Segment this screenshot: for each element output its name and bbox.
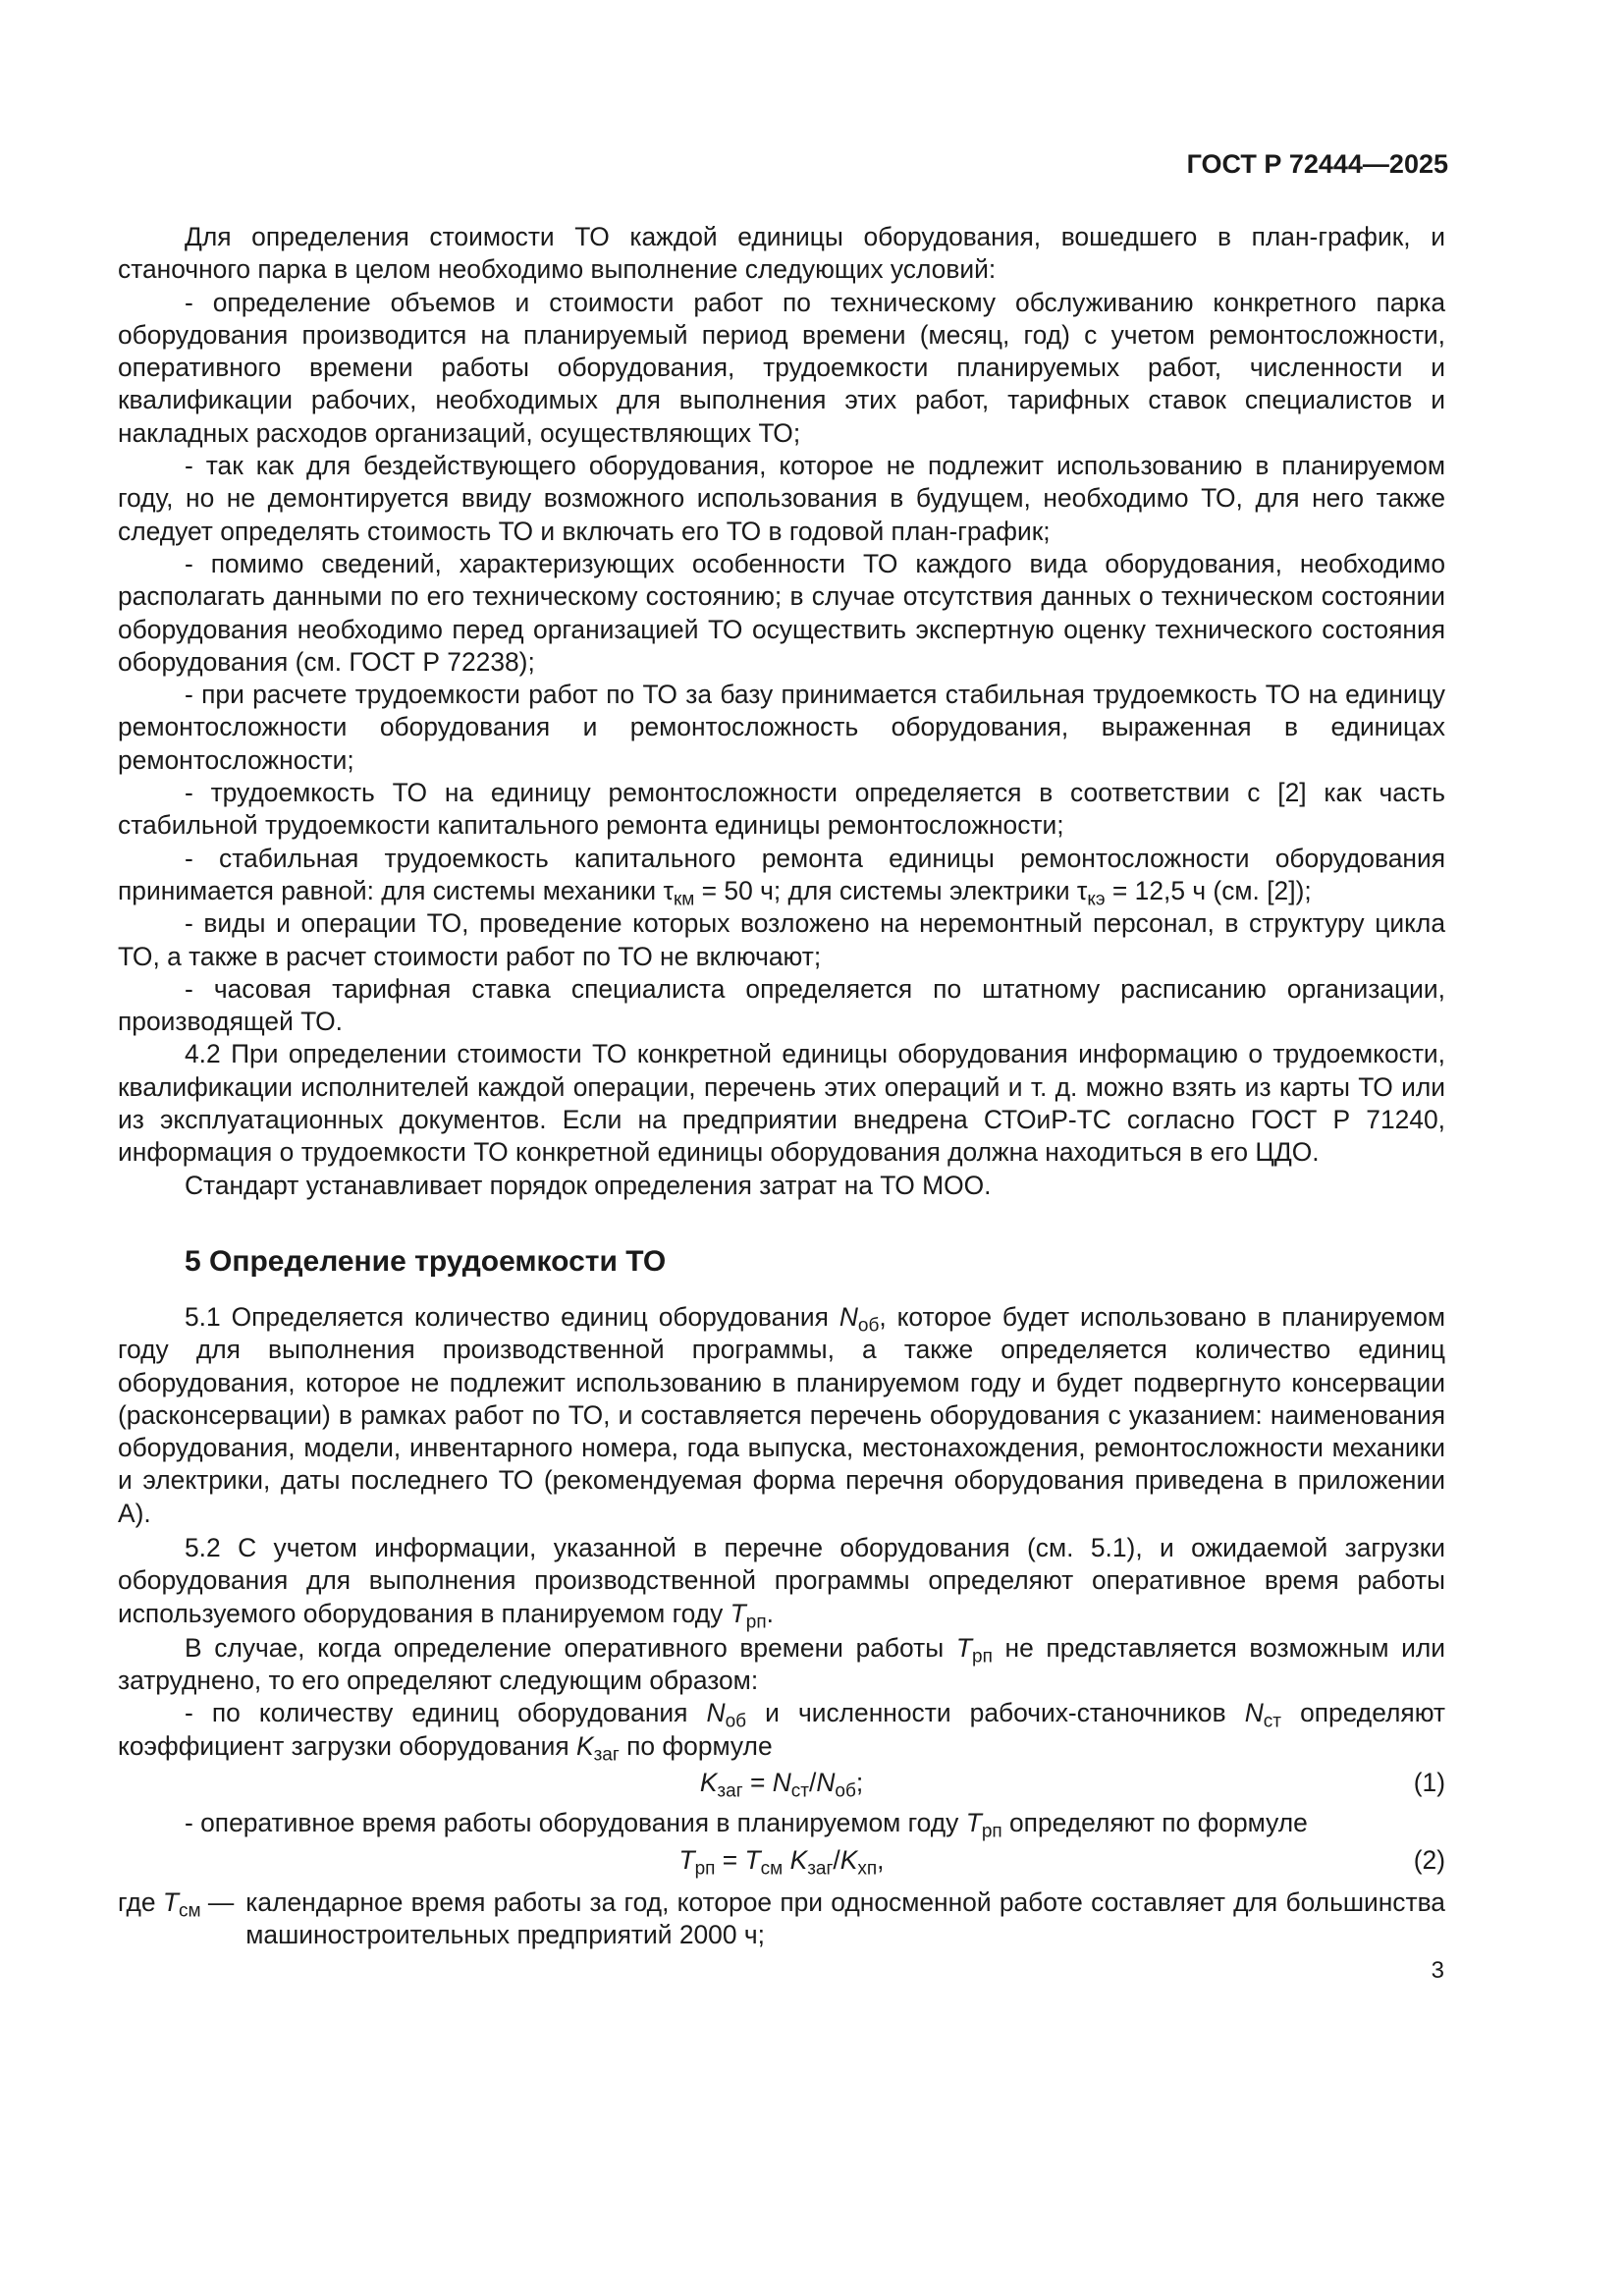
list-item: - помимо сведений, характеризующих особенности ТО каждого вида оборудования, необходимо располагать данными по его техническому состоянию; в случае отсутствия данных о техническом состоянии оборудования необходимо перед организацией ТО осуществить экспертную оценку технического состояния оборудования (см. ГОСТ Р 72238); xyxy=(118,548,1445,677)
case-paragraph: В случае, когда определение оперативного времени работы $T_{рп}$ не представляется возможным или затруднено, то его определяют следующим образом: xyxy=(118,1632,1446,1696)
formula-1-number: (1) xyxy=(1413,1768,1445,1798)
standard-note: Стандарт устанавливает порядок определения затрат на ТО МОО. xyxy=(185,1170,992,1200)
formula-1-expression: $K_{заг} = N_{ст}/N_{об}$; xyxy=(699,1768,864,1802)
formula-1 xyxy=(118,1767,1445,1802)
where-description: календарное время работы за год, которое при односменной работе составляет для большинства машиностроительных предприятий 2000 ч; xyxy=(245,1886,1445,1950)
list-item: - трудоемкость ТО на единицу ремонтосложности определяется в соответствии с [2] как часть стабильной трудоемкости капитального ремонта единицы ремонтосложности; xyxy=(118,778,1445,841)
formula-2-number: (2) xyxy=(1413,1844,1445,1875)
list-item-load-factor: - по количеству единиц оборудования $N_{об}$ и численности рабочих-станочников $N_{ст}$ определяют коэффициент загрузки оборудования $K_{заг}$ по формуле xyxy=(118,1698,1445,1766)
clause-4-2: 4.2 При определении стоимости ТО конкретной единицы оборудования информацию о трудоемкости, квалификации исполнителей каждой операции, перечень этих операций и т. д. можно взять из карты ТО или из эксплуатационных документов. Если на предприятии внедрена СТОиР-ТС согласно ГОСТ Р 71240, информация о трудоемкости ТО конкретной единицы оборудования должна находиться в его ЦДО. xyxy=(118,1039,1445,1168)
section-heading: 5 Определение трудоемкости ТО xyxy=(185,1244,667,1278)
clause-5-1: 5.1 Определяется количество единиц оборудования $N_{об}$, которое будет использовано в планируемом году для выполнения производственной программы, а также определяется количество единиц оборудования, которое не подлежит использованию в планируемом году и будет подвергнуто консервации (расконсервации) в рамках работ по ТО, и составляется перечень оборудования с указанием: наименования оборудования, модели, инвентарного номера, года выпуска, местонахождения, ремонтосложности механики и электрики, даты последнего ТО (рекомендуемая форма перечня оборудования приведена в приложении А). xyxy=(118,1301,1445,1528)
where-clause xyxy=(118,1886,1445,1952)
list-item: - при расчете трудоемкости работ по ТО за базу принимается стабильная трудоемкость ТО на единицу ремонтосложности оборудования и ремонтосложность оборудования, выраженная в единицах ремонтосложности; xyxy=(118,680,1445,775)
list-item-tau: - стабильная трудоемкость капитального ремонта единицы ремонтосложности оборудования принимается равной: для системы механики $\tau_{км} = 50$ ч; для системы электрики $\tau_{кэ} = 12,5$ ч (см. [2]); xyxy=(118,843,1445,910)
list-item: - определение объемов и стоимости работ по техническому обслуживанию конкретного парка оборудования производится на планируемый период времени (месяц, год) с учетом ремонтосложности, оперативного времени работы оборудования, трудоемкости планируемых работ, численности и квалификации рабочих, необходимых для выполнения этих работ, тарифных ставок специалистов и накладных расходов организаций, осуществляющих ТО; xyxy=(118,287,1445,448)
where-term: где $T_{см}$ — xyxy=(118,1886,235,1922)
page-number: 3 xyxy=(1431,1957,1444,1984)
section4-intro: Для определения стоимости ТО каждой единицы оборудования, вошедшего в план-график, и станочного парка в целом необходимо выполнение следующих условий: xyxy=(118,222,1445,285)
list-item-operating-time: - оперативное время работы оборудования в планируемом году $T_{рп}$ определяют по формуле xyxy=(185,1808,1308,1843)
formula-2-expression: $T_{рп} = T_{см}$ $K_{заг}/K_{хп}$, xyxy=(678,1844,885,1880)
list-item: - виды и операции ТО, проведение которых возложено на неремонтный персонал, в структуру цикла ТО, а также в расчет стоимости работ по ТО не включают; xyxy=(118,908,1445,971)
list-item: - так как для бездействующего оборудования, которое не подлежит использованию в планируемом году, но не демонтируется ввиду возможного использования в будущем, необходимо ТО, для него также следует определять стоимость ТО и включать его ТО в годовой план-график; xyxy=(118,451,1445,546)
clause-5-2: 5.2 С учетом информации, указанной в перечне оборудования (см. 5.1), и ожидаемой загрузки оборудования для выполнения производственной программы определяют оперативное время работы используемого оборудования в планируемом году $T_{рп}$. xyxy=(118,1532,1445,1633)
list-item: - часовая тарифная ставка специалиста определяется по штатному расписанию организации, производящей ТО. xyxy=(118,973,1445,1037)
formula-2 xyxy=(118,1844,1445,1880)
document-body xyxy=(118,221,1445,1952)
document-header: ГОСТ Р 72444—2025 xyxy=(1186,149,1448,179)
